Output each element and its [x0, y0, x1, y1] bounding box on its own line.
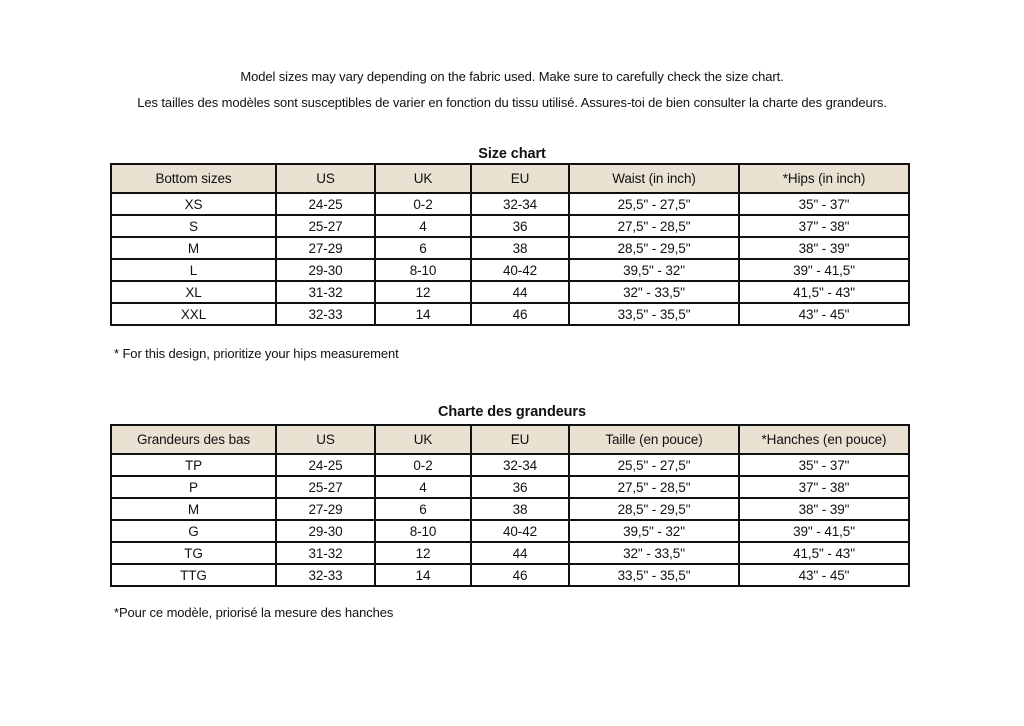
table-header-french	[111, 425, 909, 454]
table-cell: 33,5" - 35,5"	[569, 303, 739, 325]
column-header: Bottom sizes	[111, 164, 276, 193]
table-cell: 32-33	[276, 303, 375, 325]
table-cell: 39" - 41,5"	[739, 520, 909, 542]
table-cell: S	[111, 215, 276, 237]
table-cell: 36	[471, 215, 569, 237]
table-cell: 38	[471, 498, 569, 520]
intro-text-english: Model sizes may vary depending on the fabric used. Make sure to carefully check the size chart.	[240, 69, 784, 84]
table-cell: 38	[471, 237, 569, 259]
table-cell: 25-27	[276, 215, 375, 237]
table-cell: XL	[111, 281, 276, 303]
table-cell: 46	[471, 564, 569, 586]
table-cell: 24-25	[276, 193, 375, 215]
table-row	[111, 237, 909, 259]
table-body-french	[111, 454, 909, 586]
header-row	[111, 164, 909, 193]
table-cell: 14	[375, 303, 471, 325]
table-cell: 39,5" - 32"	[569, 259, 739, 281]
table-cell: 46	[471, 303, 569, 325]
table-cell: 28,5" - 29,5"	[569, 498, 739, 520]
table-cell: 14	[375, 564, 471, 586]
table-row	[111, 542, 909, 564]
table-cell: 32" - 33,5"	[569, 542, 739, 564]
column-header: Waist (in inch)	[569, 164, 739, 193]
table-row	[111, 498, 909, 520]
table-cell: 36	[471, 476, 569, 498]
table-cell: 0-2	[375, 193, 471, 215]
table-cell: G	[111, 520, 276, 542]
table-cell: XXL	[111, 303, 276, 325]
table-cell: 32-33	[276, 564, 375, 586]
table-cell: 27,5" - 28,5"	[569, 476, 739, 498]
size-chart-table-english	[110, 163, 910, 326]
hips-footnote-french: *Pour ce modèle, priorisé la mesure des hanches	[114, 605, 394, 620]
table-cell: TG	[111, 542, 276, 564]
table-cell: 41,5" - 43"	[739, 281, 909, 303]
column-header: US	[276, 164, 375, 193]
column-header: UK	[375, 164, 471, 193]
size-chart-title-english: Size chart	[478, 146, 546, 162]
table-row	[111, 476, 909, 498]
table-cell: 40-42	[471, 259, 569, 281]
table-cell: 28,5" - 29,5"	[569, 237, 739, 259]
table-cell: 39" - 41,5"	[739, 259, 909, 281]
table-cell: M	[111, 498, 276, 520]
table-cell: 4	[375, 215, 471, 237]
table-cell: 31-32	[276, 542, 375, 564]
table-cell: 38" - 39"	[739, 498, 909, 520]
table-cell: 12	[375, 281, 471, 303]
hips-footnote-english: * For this design, prioritize your hips measurement	[114, 346, 399, 361]
table-cell: 35" - 37"	[739, 193, 909, 215]
table-row	[111, 281, 909, 303]
table-cell: 32-34	[471, 193, 569, 215]
table-cell: 12	[375, 542, 471, 564]
table-cell: 39,5" - 32"	[569, 520, 739, 542]
table-cell: 8-10	[375, 520, 471, 542]
size-chart-table-french	[110, 424, 910, 587]
table-cell: XS	[111, 193, 276, 215]
table-cell: 29-30	[276, 259, 375, 281]
table-header-english	[111, 164, 909, 193]
column-header: EU	[471, 164, 569, 193]
column-header: Grandeurs des bas	[111, 425, 276, 454]
table-cell: L	[111, 259, 276, 281]
table-cell: 43" - 45"	[739, 303, 909, 325]
column-header: UK	[375, 425, 471, 454]
table-row	[111, 564, 909, 586]
column-header: *Hips (in inch)	[739, 164, 909, 193]
table-cell: 25,5" - 27,5"	[569, 193, 739, 215]
table-cell: 4	[375, 476, 471, 498]
table-cell: 29-30	[276, 520, 375, 542]
table-row	[111, 259, 909, 281]
column-header: *Hanches (en pouce)	[739, 425, 909, 454]
column-header: Taille (en pouce)	[569, 425, 739, 454]
table-cell: 25,5" - 27,5"	[569, 454, 739, 476]
table-cell: 32-34	[471, 454, 569, 476]
table-cell: 37" - 38"	[739, 215, 909, 237]
table-cell: 44	[471, 281, 569, 303]
table-cell: 8-10	[375, 259, 471, 281]
table-cell: 41,5" - 43"	[739, 542, 909, 564]
table-cell: 27,5" - 28,5"	[569, 215, 739, 237]
table-cell: 6	[375, 237, 471, 259]
table-cell: 27-29	[276, 237, 375, 259]
table-row	[111, 520, 909, 542]
intro-text-french: Les tailles des modèles sont susceptibles de varier en fonction du tissu utilisé. Assures-toi de bien consulter la charte des grandeurs.	[137, 95, 887, 110]
table-cell: 25-27	[276, 476, 375, 498]
header-row	[111, 425, 909, 454]
table-cell: 35" - 37"	[739, 454, 909, 476]
table-cell: 33,5" - 35,5"	[569, 564, 739, 586]
table-cell: 32" - 33,5"	[569, 281, 739, 303]
table-cell: TTG	[111, 564, 276, 586]
table-cell: 27-29	[276, 498, 375, 520]
column-header: US	[276, 425, 375, 454]
table-cell: P	[111, 476, 276, 498]
table-row	[111, 454, 909, 476]
table-cell: 43" - 45"	[739, 564, 909, 586]
table-cell: 6	[375, 498, 471, 520]
table-cell: 24-25	[276, 454, 375, 476]
table-cell: 40-42	[471, 520, 569, 542]
table-row	[111, 215, 909, 237]
table-cell: TP	[111, 454, 276, 476]
table-row	[111, 193, 909, 215]
table-body-english	[111, 193, 909, 325]
table-cell: 37" - 38"	[739, 476, 909, 498]
table-row	[111, 303, 909, 325]
table-cell: 44	[471, 542, 569, 564]
table-cell: 0-2	[375, 454, 471, 476]
size-chart-title-french: Charte des grandeurs	[438, 404, 586, 420]
table-cell: 31-32	[276, 281, 375, 303]
table-cell: M	[111, 237, 276, 259]
column-header: EU	[471, 425, 569, 454]
table-cell: 38" - 39"	[739, 237, 909, 259]
